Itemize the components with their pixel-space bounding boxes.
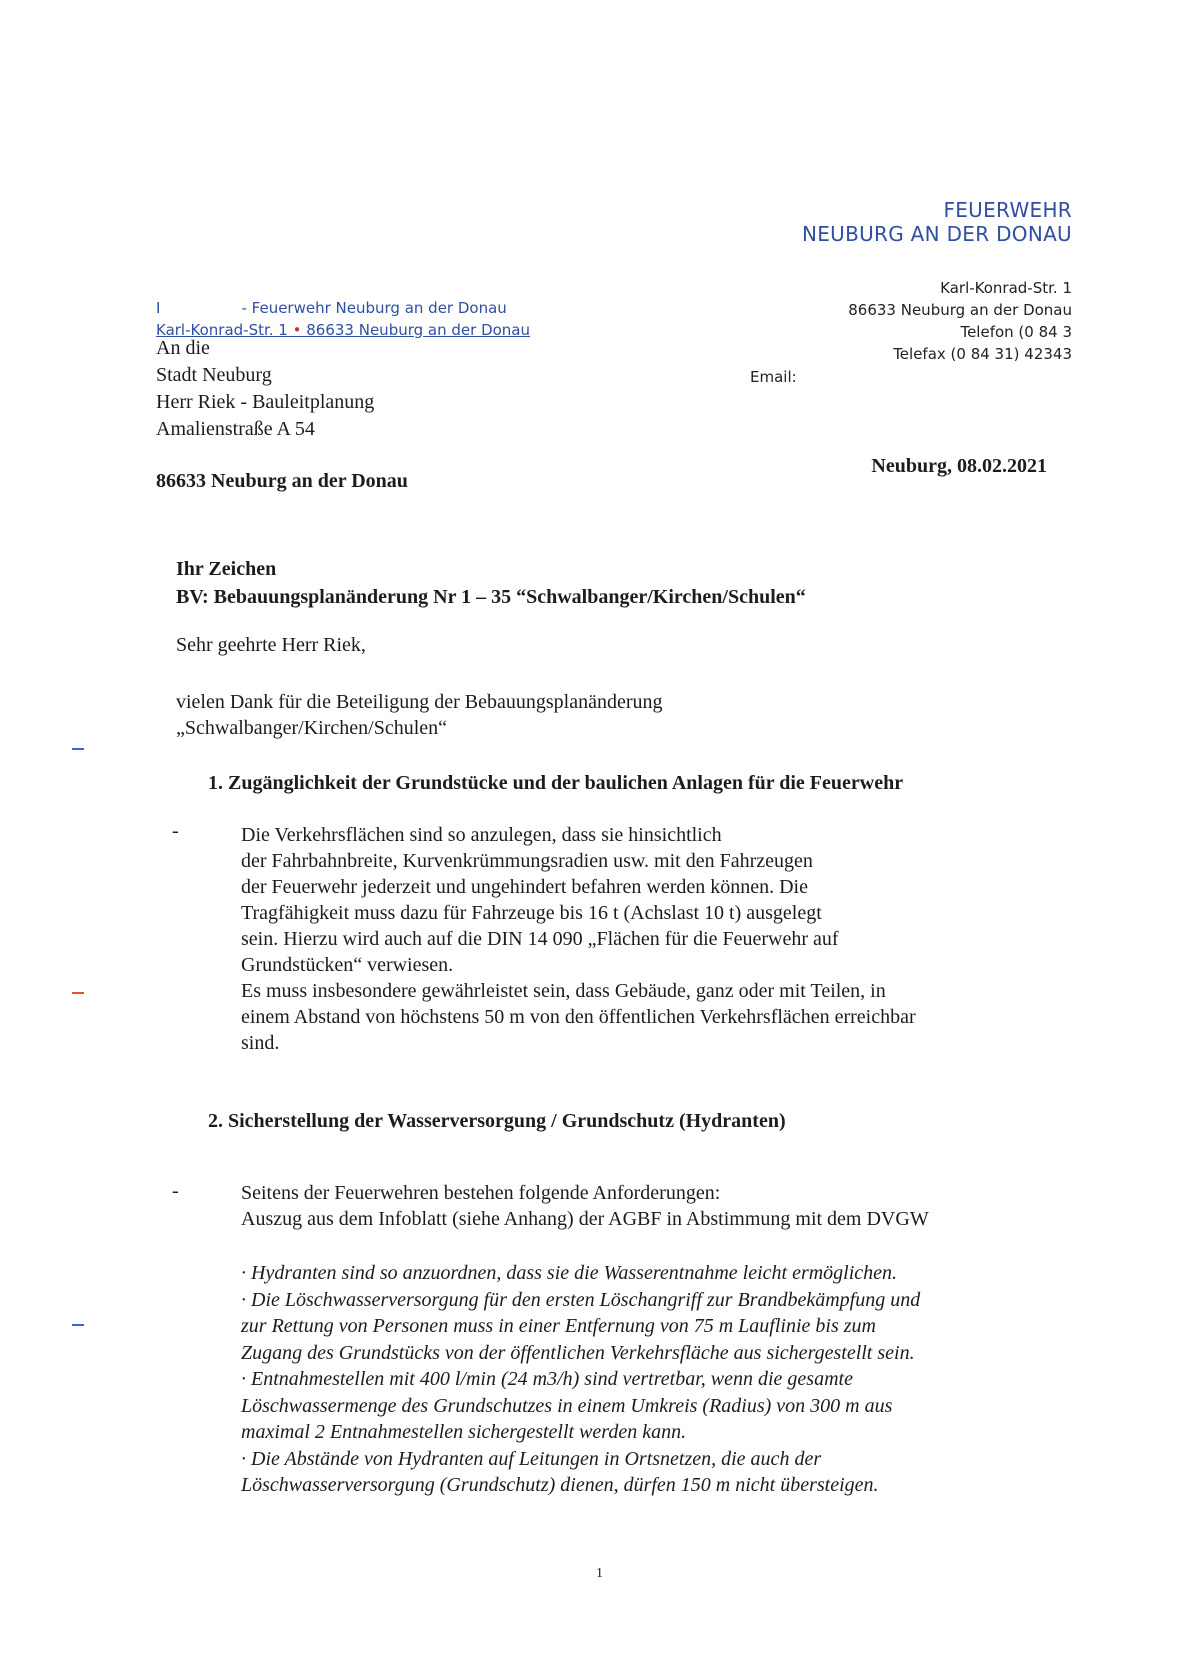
section1-line: Grundstücken“ verwiesen. bbox=[241, 954, 454, 976]
letter-date: Neuburg, 08.02.2021 bbox=[871, 455, 1047, 477]
salutation: Sehr geehrte Herr Riek, bbox=[176, 634, 366, 656]
section1-dash: - bbox=[172, 820, 179, 842]
section1-line: sind. bbox=[241, 1032, 280, 1054]
section1-body bbox=[241, 822, 1031, 1056]
intro-line: „Schwalbanger/Kirchen/Schulen“ bbox=[176, 717, 448, 739]
section2-heading: 2. Sicherstellung der Wasserversorgung / Grundschutz (Hydranten) bbox=[208, 1110, 786, 1132]
quote-line: Löschwasserversorgung (Grundschutz) dienen, dürfen 150 m nicht übersteigen. bbox=[241, 1474, 879, 1496]
section1-line: Es muss insbesondere gewährleistet sein, dass Gebäude, ganz oder mit Teilen, in bbox=[241, 980, 886, 1002]
letterhead-organization bbox=[802, 198, 1072, 246]
section1-line: der Fahrbahnbreite, Kurvenkrümmungsradien usw. mit den Fahrzeugen bbox=[241, 850, 813, 872]
section2-dash: - bbox=[172, 1180, 179, 1202]
section1-line: sein. Hierzu wird auch auf die DIN 14 090 „Flächen für die Feuerwehr auf bbox=[241, 928, 839, 950]
quote-line: · Entnahmestellen mit 400 l/min (24 m3/h) sind vertretbar, wenn die gesamte bbox=[241, 1368, 853, 1390]
org-name-line1: FEUERWEHR bbox=[943, 198, 1072, 222]
quote-line: maximal 2 Entnahmestellen sichergestellt werden kann. bbox=[241, 1421, 687, 1443]
email-label: Email: bbox=[750, 368, 797, 386]
quote-line: Zugang des Grundstücks von der öffentlichen Verkehrsfläche aus sichergestellt sein. bbox=[241, 1341, 915, 1364]
org-name-line2: NEUBURG AN DER DONAU bbox=[801, 222, 1072, 246]
section2-body bbox=[241, 1180, 1041, 1232]
quote-line: · Die Löschwasserversorgung für den ersten Löschangriff zur Brandbekämpfung und bbox=[241, 1288, 921, 1311]
contact-block bbox=[848, 277, 1072, 365]
contact-phone: Telefon (0 84 3 bbox=[960, 323, 1072, 341]
recipient-line: Amalienstraße A 54 bbox=[156, 418, 315, 440]
intro-line: vielen Dank für die Beteiligung der Bebauungsplanänderung bbox=[176, 691, 663, 713]
quote-line: · Die Abstände von Hydranten auf Leitungen in Ortsnetzen, die auch der bbox=[241, 1447, 822, 1470]
contact-fax: Telefax (0 84 31) 42343 bbox=[893, 345, 1072, 363]
section2-quote bbox=[241, 1260, 1041, 1499]
intro-paragraph bbox=[176, 689, 663, 741]
recipient-city: 86633 Neuburg an der Donau bbox=[156, 470, 408, 492]
contact-street: Karl-Konrad-Str. 1 bbox=[940, 279, 1072, 297]
subject-line1: Ihr Zeichen bbox=[176, 558, 277, 580]
recipient-line: An die bbox=[156, 337, 210, 359]
sender-line2: Karl-Konrad-Str. 1 • 86633 Neuburg an der Donau bbox=[156, 321, 530, 339]
recipient-line: Stadt Neuburg bbox=[156, 364, 272, 386]
recipient-address bbox=[156, 335, 374, 443]
quote-line: Löschwassermenge des Grundschutzes in einem Umkreis (Radius) von 300 m aus bbox=[241, 1394, 893, 1417]
margin-mark bbox=[72, 748, 84, 750]
section1-heading: 1. Zugänglichkeit der Grundstücke und der baulichen Anlagen für die Feuerwehr bbox=[208, 772, 904, 794]
section1-line: der Feuerwehr jederzeit und ungehindert befahren werden können. Die bbox=[241, 876, 808, 898]
section2-line: Auszug aus dem Infoblatt (siehe Anhang) der AGBF in Abstimmung mit dem DVGW bbox=[241, 1208, 929, 1230]
page-number: 1 bbox=[596, 1566, 603, 1581]
contact-city: 86633 Neuburg an der Donau bbox=[848, 301, 1072, 319]
sender-line1: I - Feuerwehr Neuburg an der Donau bbox=[156, 299, 507, 317]
quote-line: · Hydranten sind so anzuordnen, dass sie die Wasserentnahme leicht ermöglichen. bbox=[241, 1262, 898, 1284]
subject-block bbox=[176, 555, 806, 611]
recipient-line: Herr Riek - Bauleitplanung bbox=[156, 391, 375, 413]
subject-line2: BV: Bebauungsplanänderung Nr 1 – 35 “Schwalbanger/Kirchen/Schulen“ bbox=[176, 586, 806, 608]
margin-mark bbox=[72, 1324, 84, 1326]
section1-line: Die Verkehrsflächen sind so anzulegen, dass sie hinsichtlich bbox=[241, 824, 722, 846]
section1-line: Tragfähigkeit muss dazu für Fahrzeuge bis 16 t (Achslast 10 t) ausgelegt bbox=[241, 902, 822, 924]
quote-line: zur Rettung von Personen muss in einer Entfernung von 75 m Lauflinie bis zum bbox=[241, 1315, 876, 1337]
section1-line: einem Abstand von höchstens 50 m von den öffentlichen Verkehrsflächen erreichbar bbox=[241, 1006, 916, 1028]
margin-mark bbox=[72, 992, 84, 994]
section2-line: Seitens der Feuerwehren bestehen folgende Anforderungen: bbox=[241, 1182, 721, 1204]
